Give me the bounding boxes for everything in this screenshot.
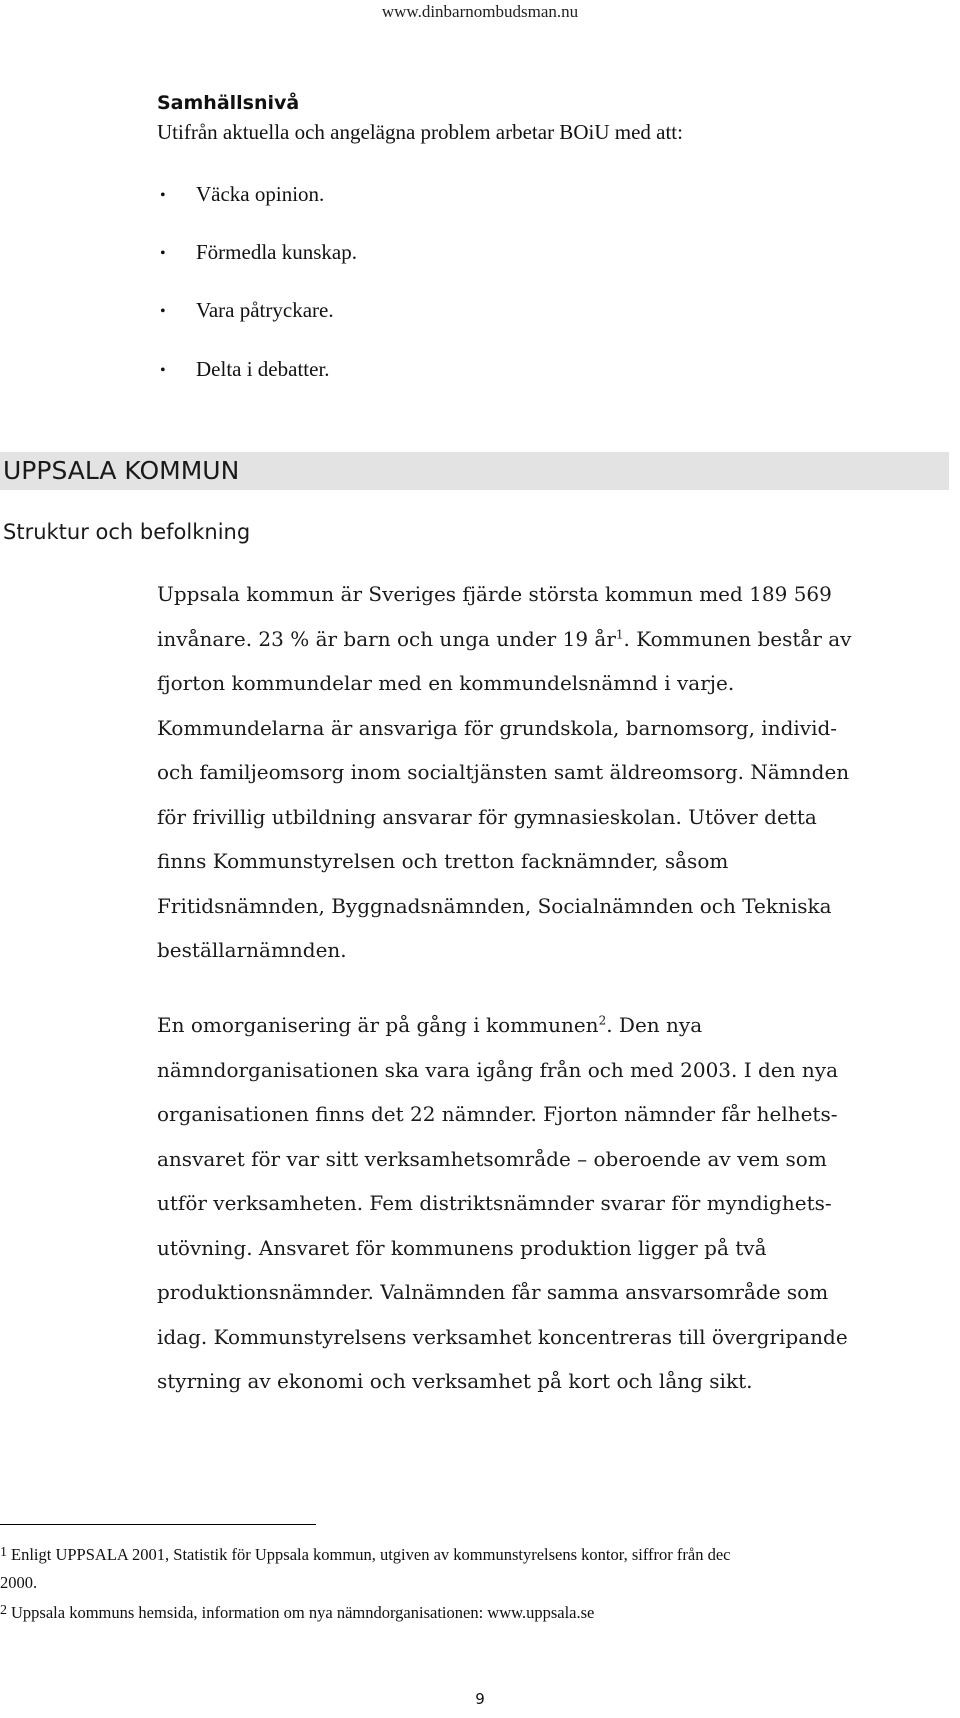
list-item-text: Delta i debatter. <box>196 357 330 381</box>
band-title: UPPSALA KOMMUN <box>3 456 240 485</box>
text-segment: En omorganisering är på gång i kommunen <box>157 1013 599 1037</box>
footnote-1 <box>0 1545 730 1565</box>
bullet-icon: • <box>160 362 166 379</box>
footnote-ref: 2 <box>598 1013 607 1028</box>
text-line: utövning. Ansvaret för kommunens produktion ligger på två <box>157 1235 767 1260</box>
section-band <box>0 452 949 490</box>
text-segment: . Den nya <box>606 1013 703 1037</box>
bullet-icon: • <box>160 245 166 262</box>
text-line: organisationen finns det 22 nämnder. Fjorton nämnder får helhets- <box>157 1102 838 1126</box>
text-line: Uppsala kommun är Sveriges fjärde största kommun med 189 569 <box>157 582 832 606</box>
text-line: beställarnämnden. <box>157 938 347 962</box>
text-line: ansvaret för var sitt verksamhetsområde – oberoende av vem som <box>157 1146 827 1171</box>
text-line: och familjeomsorg inom socialtjänsten samt äldreomsorg. Nämnden <box>157 760 850 784</box>
text-line: fjorton kommundelar med en kommundelsnämnd i varje. <box>157 671 735 695</box>
header-url: www.dinbarnombudsman.nu <box>381 2 579 21</box>
page-number: 9 <box>475 1690 485 1708</box>
text-segment: . Kommunen består av <box>623 626 852 651</box>
bullet-icon: • <box>160 187 166 204</box>
section-title: Samhällsnivå <box>157 92 300 114</box>
text-segment: invånare. 23 % är barn och unga under 19 år <box>157 626 616 651</box>
paragraph-population <box>157 572 947 973</box>
text-line: Fritidsnämnden, Byggnadsnämnden, Socialnämnden och Tekniska <box>157 893 832 918</box>
text-line: för frivillig utbildning ansvarar för gymnasieskolan. Utöver detta <box>157 804 817 829</box>
paragraph-reorganisation <box>157 1003 947 1404</box>
footnote-2 <box>0 1603 594 1623</box>
footnote-number: 1 <box>0 1545 7 1560</box>
text-line <box>157 1003 947 1048</box>
text-line: styrning av ekonomi och verksamhet på kort och lång sikt. <box>157 1369 753 1393</box>
list-item-text: Förmedla kunskap. <box>196 240 357 264</box>
bullet-icon: • <box>160 303 166 320</box>
list-item-text: Väcka opinion. <box>196 182 325 206</box>
text-line: produktionsnämnder. Valnämnden får samma ansvarsområde som <box>157 1280 829 1304</box>
section-intro: Utifrån aktuella och angelägna problem arbetar BOiU med att: <box>157 120 683 144</box>
subheading: Struktur och befolkning <box>3 520 251 544</box>
text-line: Kommundelarna är ansvariga för grundskola, barnomsorg, individ- <box>157 715 838 740</box>
footnote-number: 2 <box>0 1603 7 1618</box>
footnote-1-cont: 2000. <box>0 1573 38 1592</box>
text-line: finns Kommunstyrelsen och tretton facknämnder, såsom <box>157 849 729 873</box>
text-line: utför verksamheten. Fem distriktsnämnder svarar för myndighets- <box>157 1191 832 1215</box>
footnote-text: Enligt UPPSALA 2001, Statistik för Uppsala kommun, utgiven av kommunstyrelsens kontor, siffror från dec <box>11 1545 731 1564</box>
text-line: nämndorganisationen ska vara igång från och med 2003. I den nya <box>157 1057 838 1082</box>
footnote-divider <box>0 1524 316 1525</box>
list-item-text: Vara påtryckare. <box>196 298 334 322</box>
text-line: idag. Kommunstyrelsens verksamhet koncentreras till övergripande <box>157 1324 848 1349</box>
text-line <box>157 617 947 662</box>
footnote-text: Uppsala kommuns hemsida, information om nya nämndorganisationen: www.uppsala.se <box>11 1603 595 1622</box>
footnote-ref: 1 <box>615 626 624 641</box>
